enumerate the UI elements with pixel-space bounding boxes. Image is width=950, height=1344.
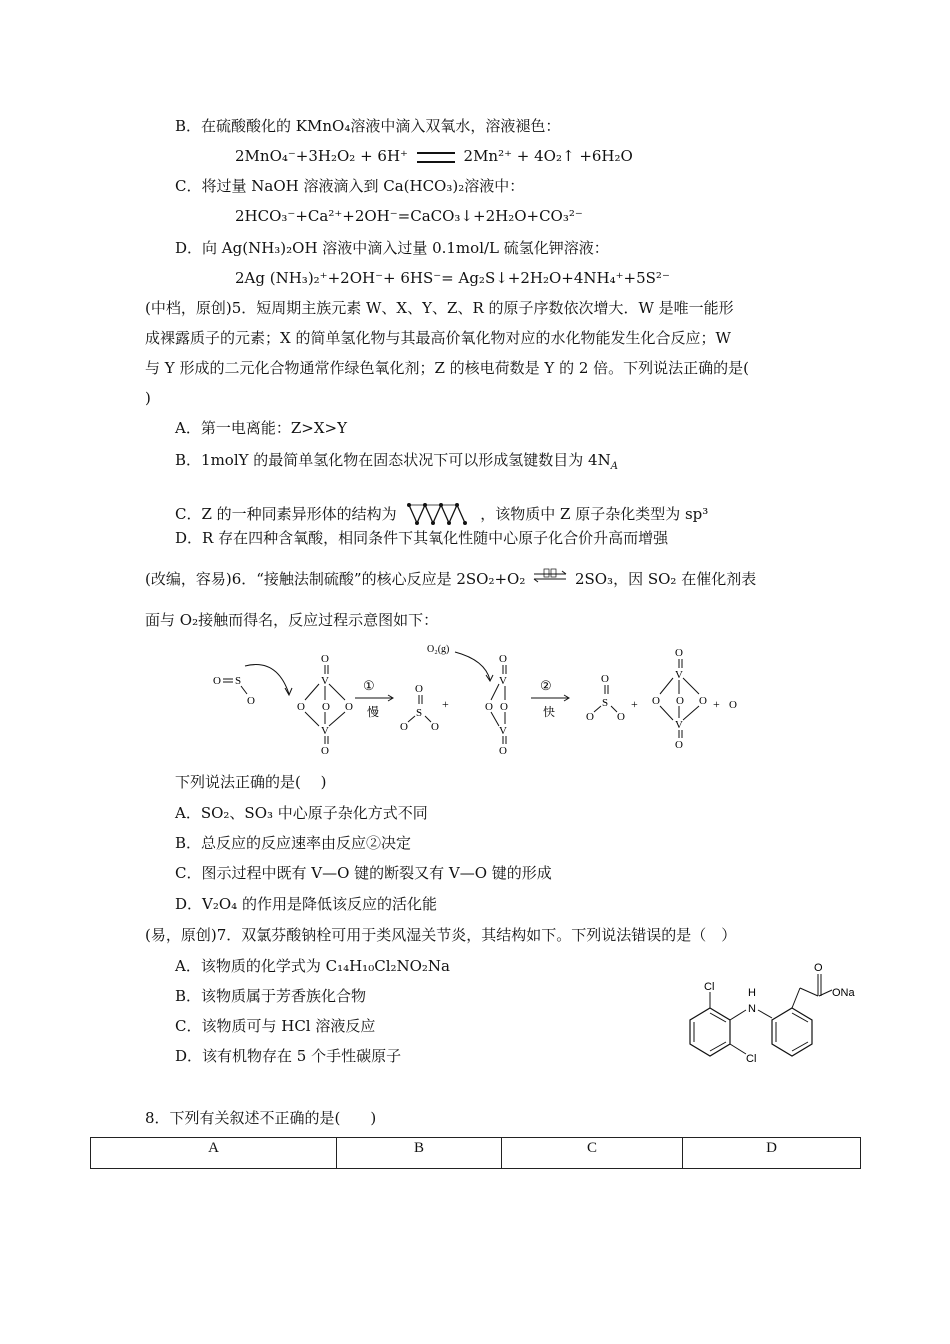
q5-stem-line4: ) [145, 389, 151, 407]
plus-sign-1: + [442, 697, 449, 711]
q6-option-a: A．SO₂、SO₃ 中心原子杂化方式不同 [175, 804, 428, 822]
q5-option-c [175, 497, 708, 531]
svg-text:O: O [676, 695, 684, 707]
q7-option-c: C．该物质可与 HCl 溶液反应 [175, 1017, 376, 1035]
q8-stem: 8．下列有关叙述不正确的是( ) [145, 1109, 377, 1127]
v2o4-cluster-2 [652, 647, 707, 751]
cl-top-label: Cl [704, 981, 715, 993]
q5-option-b-text: B．1molY 的最简单氢化物在固态状况下可以形成氢键数目为 4N [175, 451, 611, 469]
svg-text:V: V [499, 725, 507, 737]
table-header-a: A [91, 1138, 337, 1169]
table-header-b: B [337, 1138, 502, 1169]
q5-stem-line2: 成裸露质子的元素；X 的简单氢化物与其最高价氧化物对应的水化物能发生化合反应；W [145, 329, 731, 347]
svg-text:O: O [321, 653, 329, 665]
q6-stem-line1b: 2SO₃，因 SO₂ 在催化剂表 [574, 570, 757, 588]
svg-text:O: O [499, 653, 507, 665]
reaction-mechanism-diagram [205, 638, 765, 758]
svg-text:V: V [321, 675, 329, 687]
q7-stem: (易，原创)7．双氯芬酸钠栓可用于类风湿关节炎，其结构如下。下列说法错误的是（ ） [145, 926, 737, 944]
so3-molecule-1 [400, 683, 439, 733]
nh-h-label: H [748, 987, 756, 999]
table-header-row [91, 1138, 861, 1169]
svg-text:O: O [322, 701, 330, 713]
svg-text:O: O [652, 695, 660, 707]
plus-sign-2: + [631, 697, 638, 711]
q4-option-c-equation: 2HCO₃⁻+Ca²⁺+2OH⁻=CaCO₃↓+2H₂O+CO₃²⁻ [235, 207, 583, 225]
plus-sign-3: + [713, 697, 720, 711]
q6-stem-line2: 面与 O₂接触而得名，反应过程示意图如下： [145, 611, 439, 629]
nh-n-label: N [748, 1003, 756, 1015]
svg-text:O: O [415, 683, 423, 695]
q6-option-c: C．图示过程中既有 V—O 键的断裂又有 V—O 键的形成 [175, 864, 552, 882]
o2-gas-label: O₂(g) [427, 644, 450, 655]
q4-option-c: C．将过量 NaOH 溶液滴入到 Ca(HCO₃)₂溶液中： [175, 177, 525, 195]
q5-option-c-pre: C．Z 的一种同素异形体的结构为 [175, 505, 397, 523]
q4-option-b: B．在硫酸酸化的 KMnO₄溶液中滴入双氧水，溶液褪色： [175, 117, 561, 135]
cl-bottom-label: Cl [746, 1053, 757, 1065]
q5-option-d: D．R 存在四种含氧酸，相同条件下其氧化性随中心原子化合价升高而增强 [175, 529, 669, 547]
svg-text:O: O [499, 745, 507, 757]
step2-arrow [531, 678, 569, 719]
svg-text:O: O [675, 647, 683, 659]
ona-label: ONa [832, 987, 855, 999]
diclofenac-sodium-structure [680, 958, 870, 1070]
v2o3-cluster [485, 653, 508, 757]
s8-crown-structure-icon [405, 497, 471, 531]
q6-stem-line1 [145, 568, 756, 589]
svg-text:O: O [675, 739, 683, 751]
equation-right: 2Mn²⁺ + 4O₂↑ +6H₂O [463, 147, 633, 165]
step2-number: ② [540, 678, 552, 693]
curved-arrow-1 [245, 665, 289, 694]
svg-text:V: V [675, 719, 683, 731]
svg-text:O: O [400, 721, 408, 733]
q7-option-a: A．该物质的化学式为 C₁₄H₁₀Cl₂NO₂Na [175, 957, 451, 975]
svg-text:S: S [416, 707, 423, 719]
svg-text:O: O [617, 711, 625, 723]
svg-text:V: V [321, 725, 329, 737]
svg-text:O: O [247, 695, 255, 707]
svg-text:O: O [601, 673, 609, 685]
so3-molecule-2 [586, 673, 625, 723]
step1-label: 慢 [367, 705, 380, 719]
q7-option-d: D．该有机物存在 5 个手性碳原子 [175, 1047, 402, 1065]
svg-text:O: O [431, 721, 439, 733]
q4-option-d-equation: 2Ag (NH₃)₂⁺+2OH⁻+ 6HS⁻= Ag₂S↓+2H₂O+4NH₄⁺+5S²⁻ [235, 269, 670, 287]
q4-option-d: D．向 Ag(NH₃)₂OH 溶液中滴入过量 0.1mol/L 硫氢化钾溶液： [175, 239, 609, 257]
svg-text:O: O [213, 675, 221, 687]
double-bar-equals [417, 152, 455, 163]
q5-option-c-post: ，该物质中 Z 原子杂化类型为 sp³ [480, 505, 709, 523]
svg-text:S: S [602, 697, 609, 709]
q8-options-table [90, 1137, 861, 1169]
svg-text:S: S [235, 675, 242, 687]
q7-option-b: B．该物质属于芳香族化合物 [175, 987, 367, 1005]
svg-text:O: O [699, 695, 707, 707]
table-header-d: D [683, 1138, 861, 1169]
svg-text:O: O [345, 701, 353, 713]
free-oxygen-atom: O [729, 699, 737, 711]
table-header-c: C [502, 1138, 683, 1169]
svg-text:O: O [485, 701, 493, 713]
equation-left: 2MnO₄⁻+3H₂O₂ + 6H⁺ [235, 147, 408, 165]
q5-stem-line3: 与 Y 形成的二元化合物通常作绿色氧化剂；Z 的核电荷数是 Y 的 2 倍。下列说法正确的是( [145, 359, 750, 377]
reversible-arrow-icon [530, 568, 570, 586]
q5-option-b [175, 450, 618, 470]
step1-arrow [355, 678, 393, 719]
q6-question: 下列说法正确的是( ) [175, 773, 327, 791]
step1-number: ① [363, 678, 375, 693]
q5-option-a: A．第一电离能：Z>X>Y [175, 419, 347, 437]
carbonyl-o-label: O [814, 962, 823, 974]
q6-option-b: B．总反应的反应速率由反应②决定 [175, 834, 412, 852]
svg-text:O: O [321, 745, 329, 757]
svg-text:O: O [500, 701, 508, 713]
v2o4-cluster-1 [297, 653, 353, 757]
svg-text:V: V [675, 669, 683, 681]
q6-option-d: D．V₂O₄ 的作用是降低该反应的活化能 [175, 895, 437, 913]
svg-text:V: V [499, 675, 507, 687]
q6-stem-line1a: (改编，容易)6．“接触法制硫酸”的核心反应是 2SO₂+O₂ [145, 570, 526, 588]
q5-option-b-sub: A [610, 461, 618, 472]
svg-text:O: O [297, 701, 305, 713]
q5-stem-line1: (中档，原创)5．短周期主族元素 W、X、Y、Z、R 的原子序数依次增大．W 是唯一能形 [145, 299, 734, 317]
q4-option-b-equation [235, 146, 633, 166]
curved-arrow-2 [455, 652, 490, 680]
so2-molecule [213, 675, 255, 707]
svg-text:O: O [586, 711, 594, 723]
step2-label: 快 [543, 705, 556, 719]
